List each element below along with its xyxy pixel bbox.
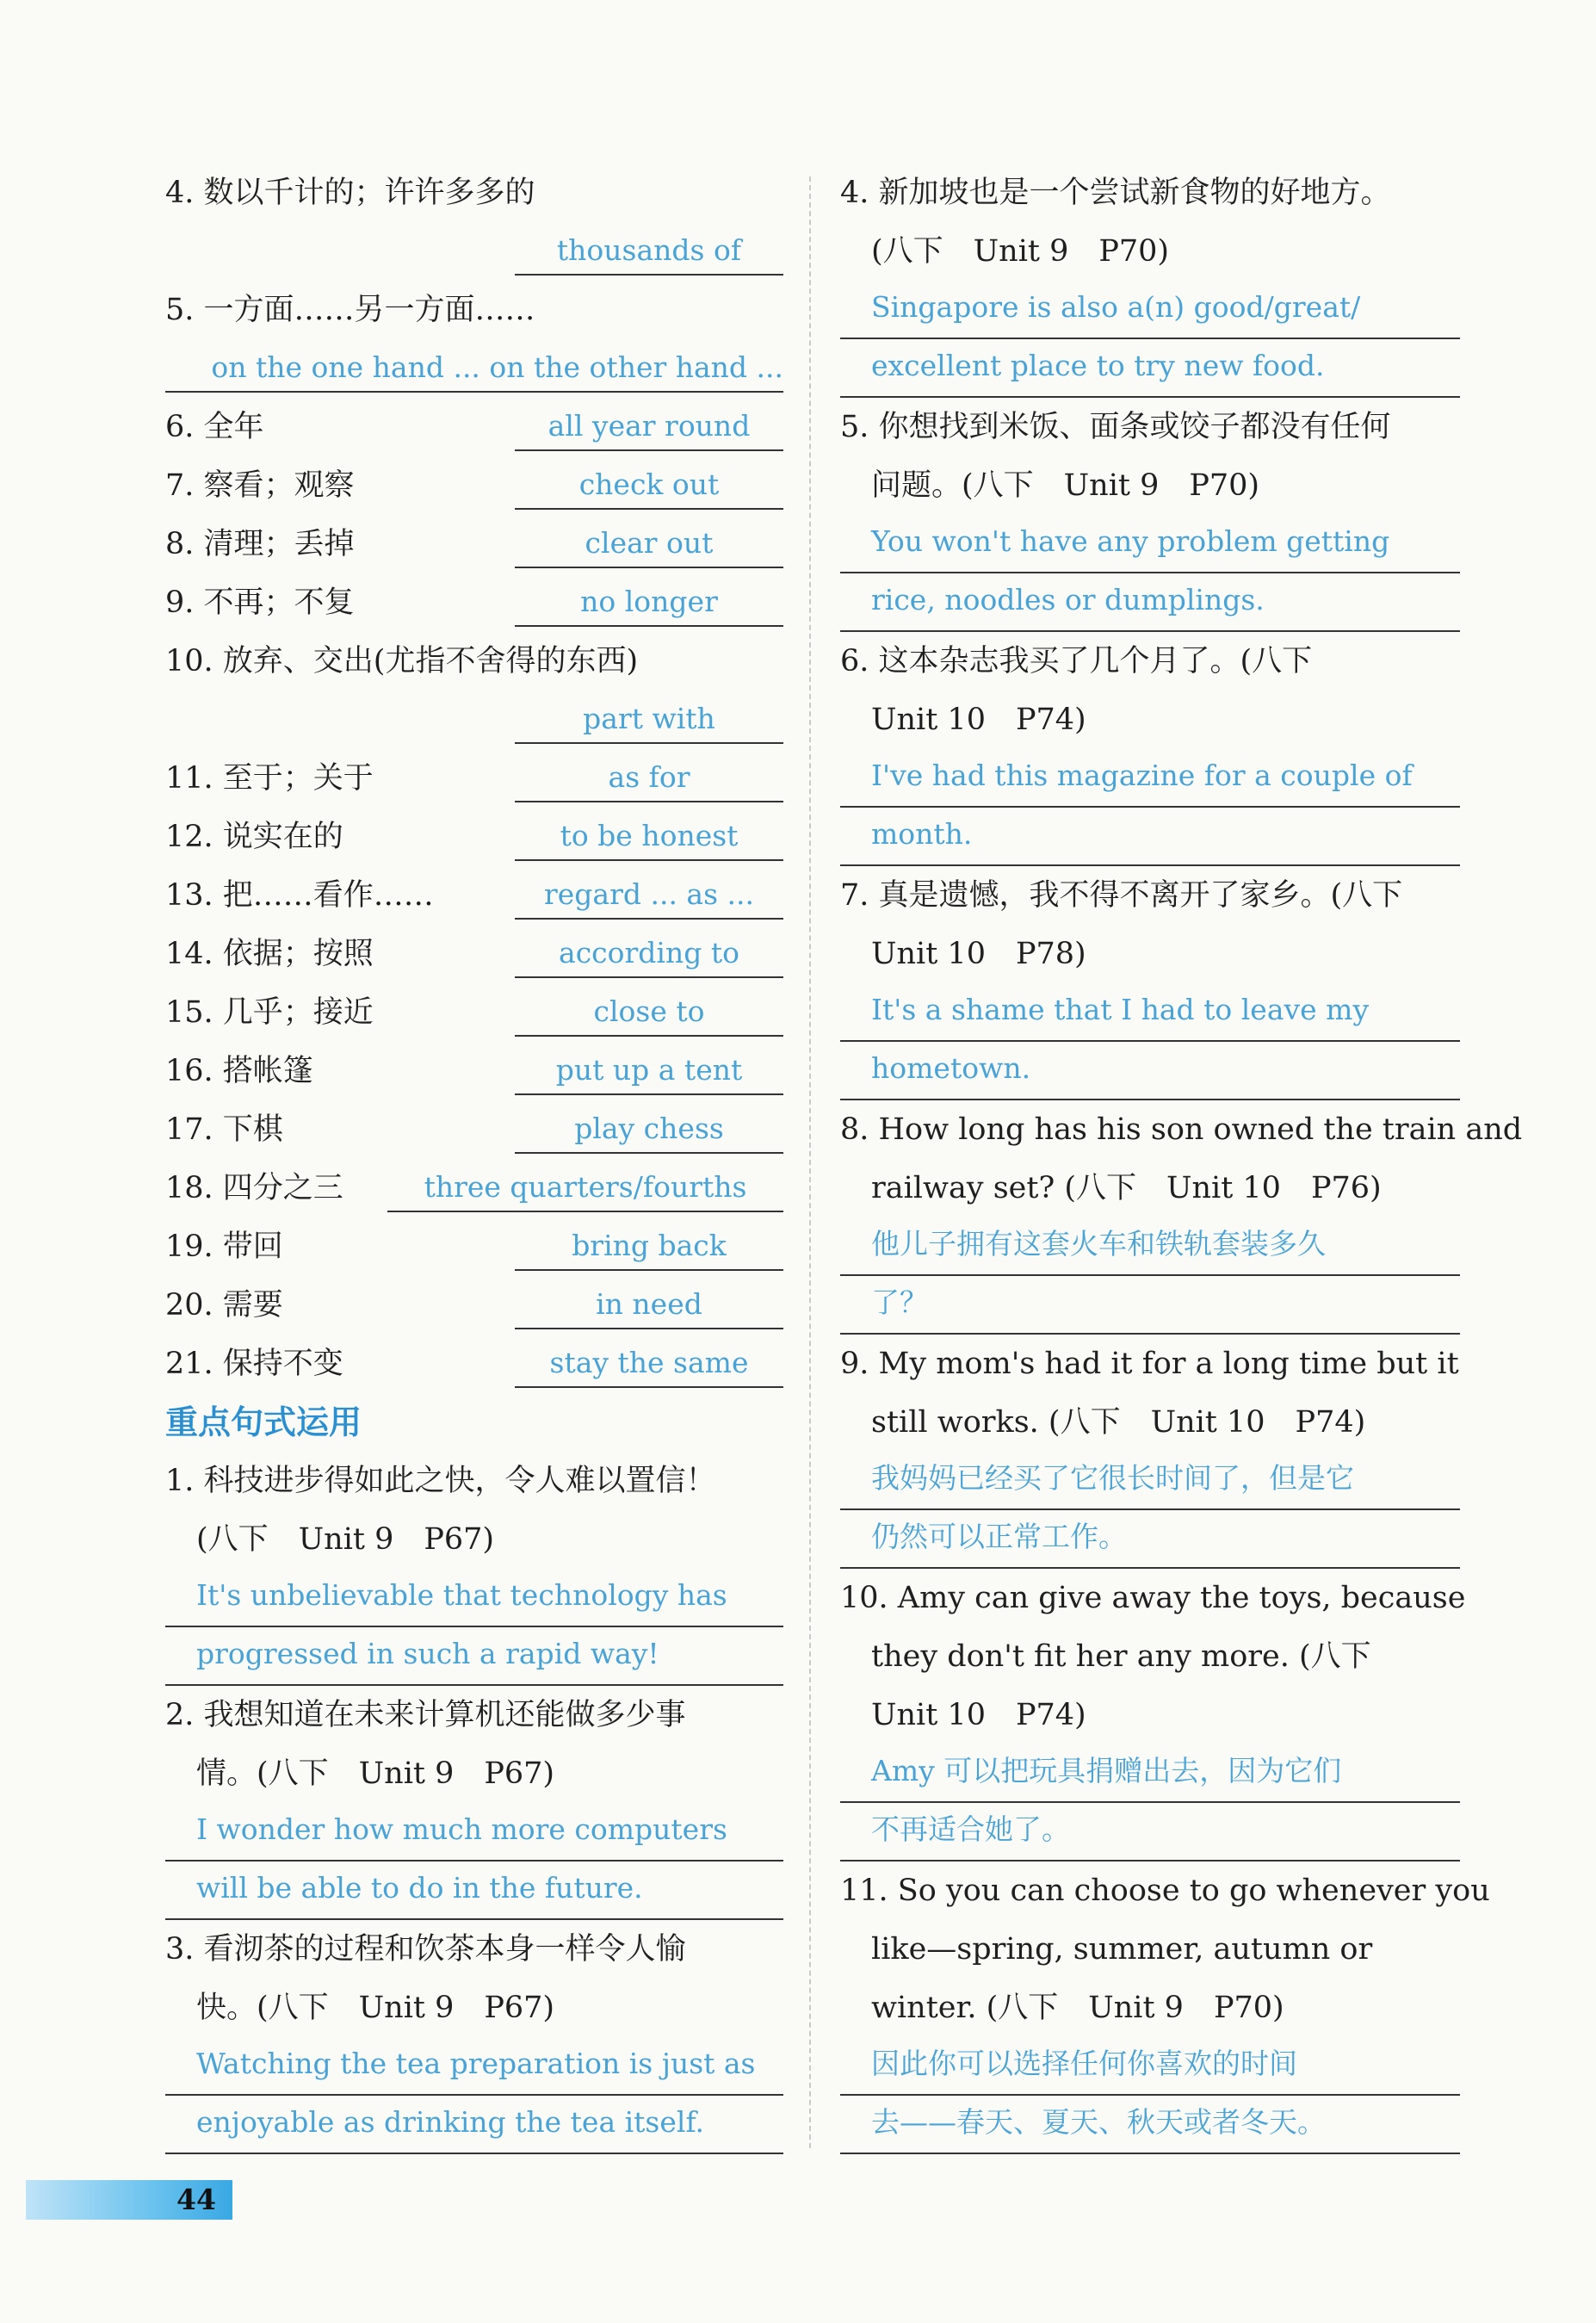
sentence-answer-line: enjoyable as drinking the tea itself. [165,2096,783,2154]
vocab-answer: to be honest [515,813,783,861]
sentence-item [840,632,1460,866]
vocab-answer: regard ... as ... [515,871,783,920]
sentence-answer-line: It's a shame that I had to leave my [840,983,1460,1042]
sentence-answer-line: 不再适合她了。 [840,1803,1460,1861]
sentence-prompt-line: (八下 Unit 9 P67) [196,1522,495,1557]
sentence-prompt-line: 4. 新加坡也是一个尝试新食物的好地方。 [840,176,1391,210]
vocab-answer: stay the same [515,1340,783,1388]
vocab-label: 6. 全年 [165,410,264,444]
sentence-prompt-line: 11. So you can choose to go whenever you [840,1874,1490,1908]
left-column [165,164,783,2154]
sentence-prompt-line: winter. (八下 Unit 9 P70) [871,1991,1284,2025]
sentence-answer-line: 去——春天、夏天、秋天或者冬天。 [840,2096,1460,2154]
vocab-answer: no longer [515,579,783,627]
vocab-answer: bring back [515,1223,783,1271]
vocab-item [165,515,783,573]
vocab-item [165,1217,783,1276]
sentence-answer-line: will be able to do in the future. [165,1861,783,1920]
vocab-item [165,749,783,808]
vocab-label: 11. 至于；关于 [165,761,374,796]
sentence-answer-line: I've had this magazine for a couple of [840,749,1460,808]
sentence-prompt-line: 10. Amy can give away the toys, because [840,1581,1466,1615]
vocab-label: 14. 依据；按照 [165,937,374,971]
vocab-answer: close to [515,988,783,1037]
sentence-answer-line: rice, noodles or dumplings. [840,573,1460,632]
sentence-prompt-line: Unit 10 P74) [871,703,1086,737]
sentence-prompt-line: they don't fit her any more. (八下 [871,1639,1371,1674]
vocab-item [165,281,783,339]
sentence-prompt-line: 7. 真是遗憾，我不得不离开了家乡。(八下 [840,878,1403,913]
sentence-item [840,398,1460,632]
vocab-item [165,983,783,1042]
vocab-item [165,573,783,632]
vocab-label: 20. 需要 [165,1288,283,1323]
sentence-prompt-line: Unit 10 P78) [871,937,1086,971]
sentence-prompt-line: 8. How long has his son owned the train and [840,1112,1523,1147]
vocab-item [165,1042,783,1100]
sentence-answer-line: 因此你可以选择任何你喜欢的时间 [840,2037,1460,2096]
sentence-answer-line: 我妈妈已经买了它很长时间了，但是它 [840,1452,1460,1510]
sentence-prompt-line: Unit 10 P74) [871,1698,1086,1732]
vocab-label: 18. 四分之三 [165,1171,343,1205]
page-number: 44 [176,2183,216,2216]
sentence-item [840,1569,1466,1861]
vocab-label: 5. 一方面……另一方面…… [165,293,535,327]
sentence-prompt-line: 6. 这本杂志我买了几个月了。(八下 [840,644,1313,678]
vocab-list [165,164,783,1393]
vocab-item [165,925,783,983]
sentence-prompt-line: railway set? (八下 Unit 10 P76) [871,1171,1382,1205]
vocab-item [165,632,783,691]
sentence-prompt-line: 9. My mom's had it for a long time but it [840,1347,1459,1381]
sentence-item [165,1920,783,2154]
vocab-item [165,808,783,866]
sentence-item [840,164,1460,398]
vocab-answer: three quarters/fourths [387,1164,783,1212]
vocab-label: 15. 几乎；接近 [165,995,374,1030]
sentence-prompt-line: 快。(八下 Unit 9 P67) [196,1991,555,2025]
vocab-label: 10. 放弃、交出(尤指不舍得的东西) [165,644,639,678]
sentence-item [165,1686,783,1920]
vocab-answer: part with [515,696,783,744]
sentence-answer-line: excellent place to try new food. [840,339,1460,398]
sentence-answer-line: 了？ [840,1276,1460,1335]
sentence-list-right [840,164,1523,2154]
sentence-item [840,1335,1460,1569]
vocab-label: 19. 带回 [165,1230,283,1264]
vocab-label: 13. 把……看作…… [165,878,434,913]
vocab-item [165,456,783,515]
sentence-prompt-line: 问题。(八下 Unit 9 P70) [871,468,1260,503]
vocab-item [165,1276,783,1335]
vocab-answer: as for [515,754,783,802]
vocab-label: 17. 下棋 [165,1112,283,1147]
vocab-answer: on the one hand ... on the other hand ... [165,344,783,393]
vocab-label: 21. 保持不变 [165,1347,343,1381]
vocab-label: 9. 不再；不复 [165,585,355,620]
sentence-prompt-line: 3. 看沏茶的过程和饮茶本身一样令人愉 [165,1932,686,1967]
vocab-answer: check out [515,462,783,510]
vocab-answer: according to [515,930,783,978]
sentence-answer-line: I wonder how much more computers [165,1803,783,1861]
vocab-answer: put up a tent [515,1047,783,1095]
sentence-answer-line: month. [840,808,1460,866]
sentence-prompt-line: 2. 我想知道在未来计算机还能做多少事 [165,1698,686,1732]
vocab-label: 12. 说实在的 [165,820,343,854]
vocab-item [165,1159,783,1217]
sentence-answer-line: progressed in such a rapid way! [165,1627,783,1686]
sentence-item [840,1100,1523,1335]
sentence-prompt-line: like—spring, summer, autumn or [871,1932,1373,1967]
vocab-answer: thousands of [515,227,783,276]
vocab-label: 16. 搭帐篷 [165,1054,313,1088]
vocab-answer: in need [515,1281,783,1329]
sentence-list-left [165,1452,783,2154]
vocab-answer-line [165,691,783,749]
sentence-answer-line: Amy 可以把玩具捐赠出去，因为它们 [840,1744,1460,1803]
vocab-item [165,866,783,925]
sentence-answer-line: It's unbelievable that technology has [165,1569,783,1627]
sentence-prompt-line: 情。(八下 Unit 9 P67) [196,1756,555,1791]
vocab-answer-line [165,222,783,281]
vocab-answer: play chess [515,1106,783,1154]
sentence-answer-line: Singapore is also a(n) good/great/ [840,281,1460,339]
sentence-answer-line: Watching the tea preparation is just as [165,2037,783,2096]
sentence-answer-line: hometown. [840,1042,1460,1100]
sentence-item [840,866,1460,1100]
sentence-item [840,1861,1490,2154]
sentence-prompt-line: 5. 你想找到米饭、面条或饺子都没有任何 [840,410,1391,444]
vocab-item [165,398,783,456]
sentence-answer-line: 他儿子拥有这套火车和铁轨套装多久 [840,1217,1460,1276]
right-column [840,164,1523,2154]
section-heading: 重点句式运用 [165,1403,362,1441]
vocab-label: 4. 数以千计的；许许多多的 [165,176,535,210]
sentence-prompt-line: (八下 Unit 9 P70) [871,234,1170,269]
sentence-answer-line: You won't have any problem getting [840,515,1460,573]
vocab-item [165,164,783,222]
sentence-prompt-line: still works. (八下 Unit 10 P74) [871,1405,1366,1440]
sentence-item [165,1452,783,1686]
vocab-item [165,1100,783,1159]
vocab-answer: clear out [515,520,783,568]
sentence-answer-line: 仍然可以正常工作。 [840,1510,1460,1569]
vocab-label: 7. 察看；观察 [165,468,355,503]
sentence-prompt-line: 1. 科技进步得如此之快，令人难以置信！ [165,1464,716,1498]
vocab-answer: all year round [515,403,783,451]
vocab-label: 8. 清理；丢掉 [165,527,355,561]
column-divider [809,177,811,2148]
vocab-answer-line [165,339,783,398]
vocab-item [165,1335,783,1393]
